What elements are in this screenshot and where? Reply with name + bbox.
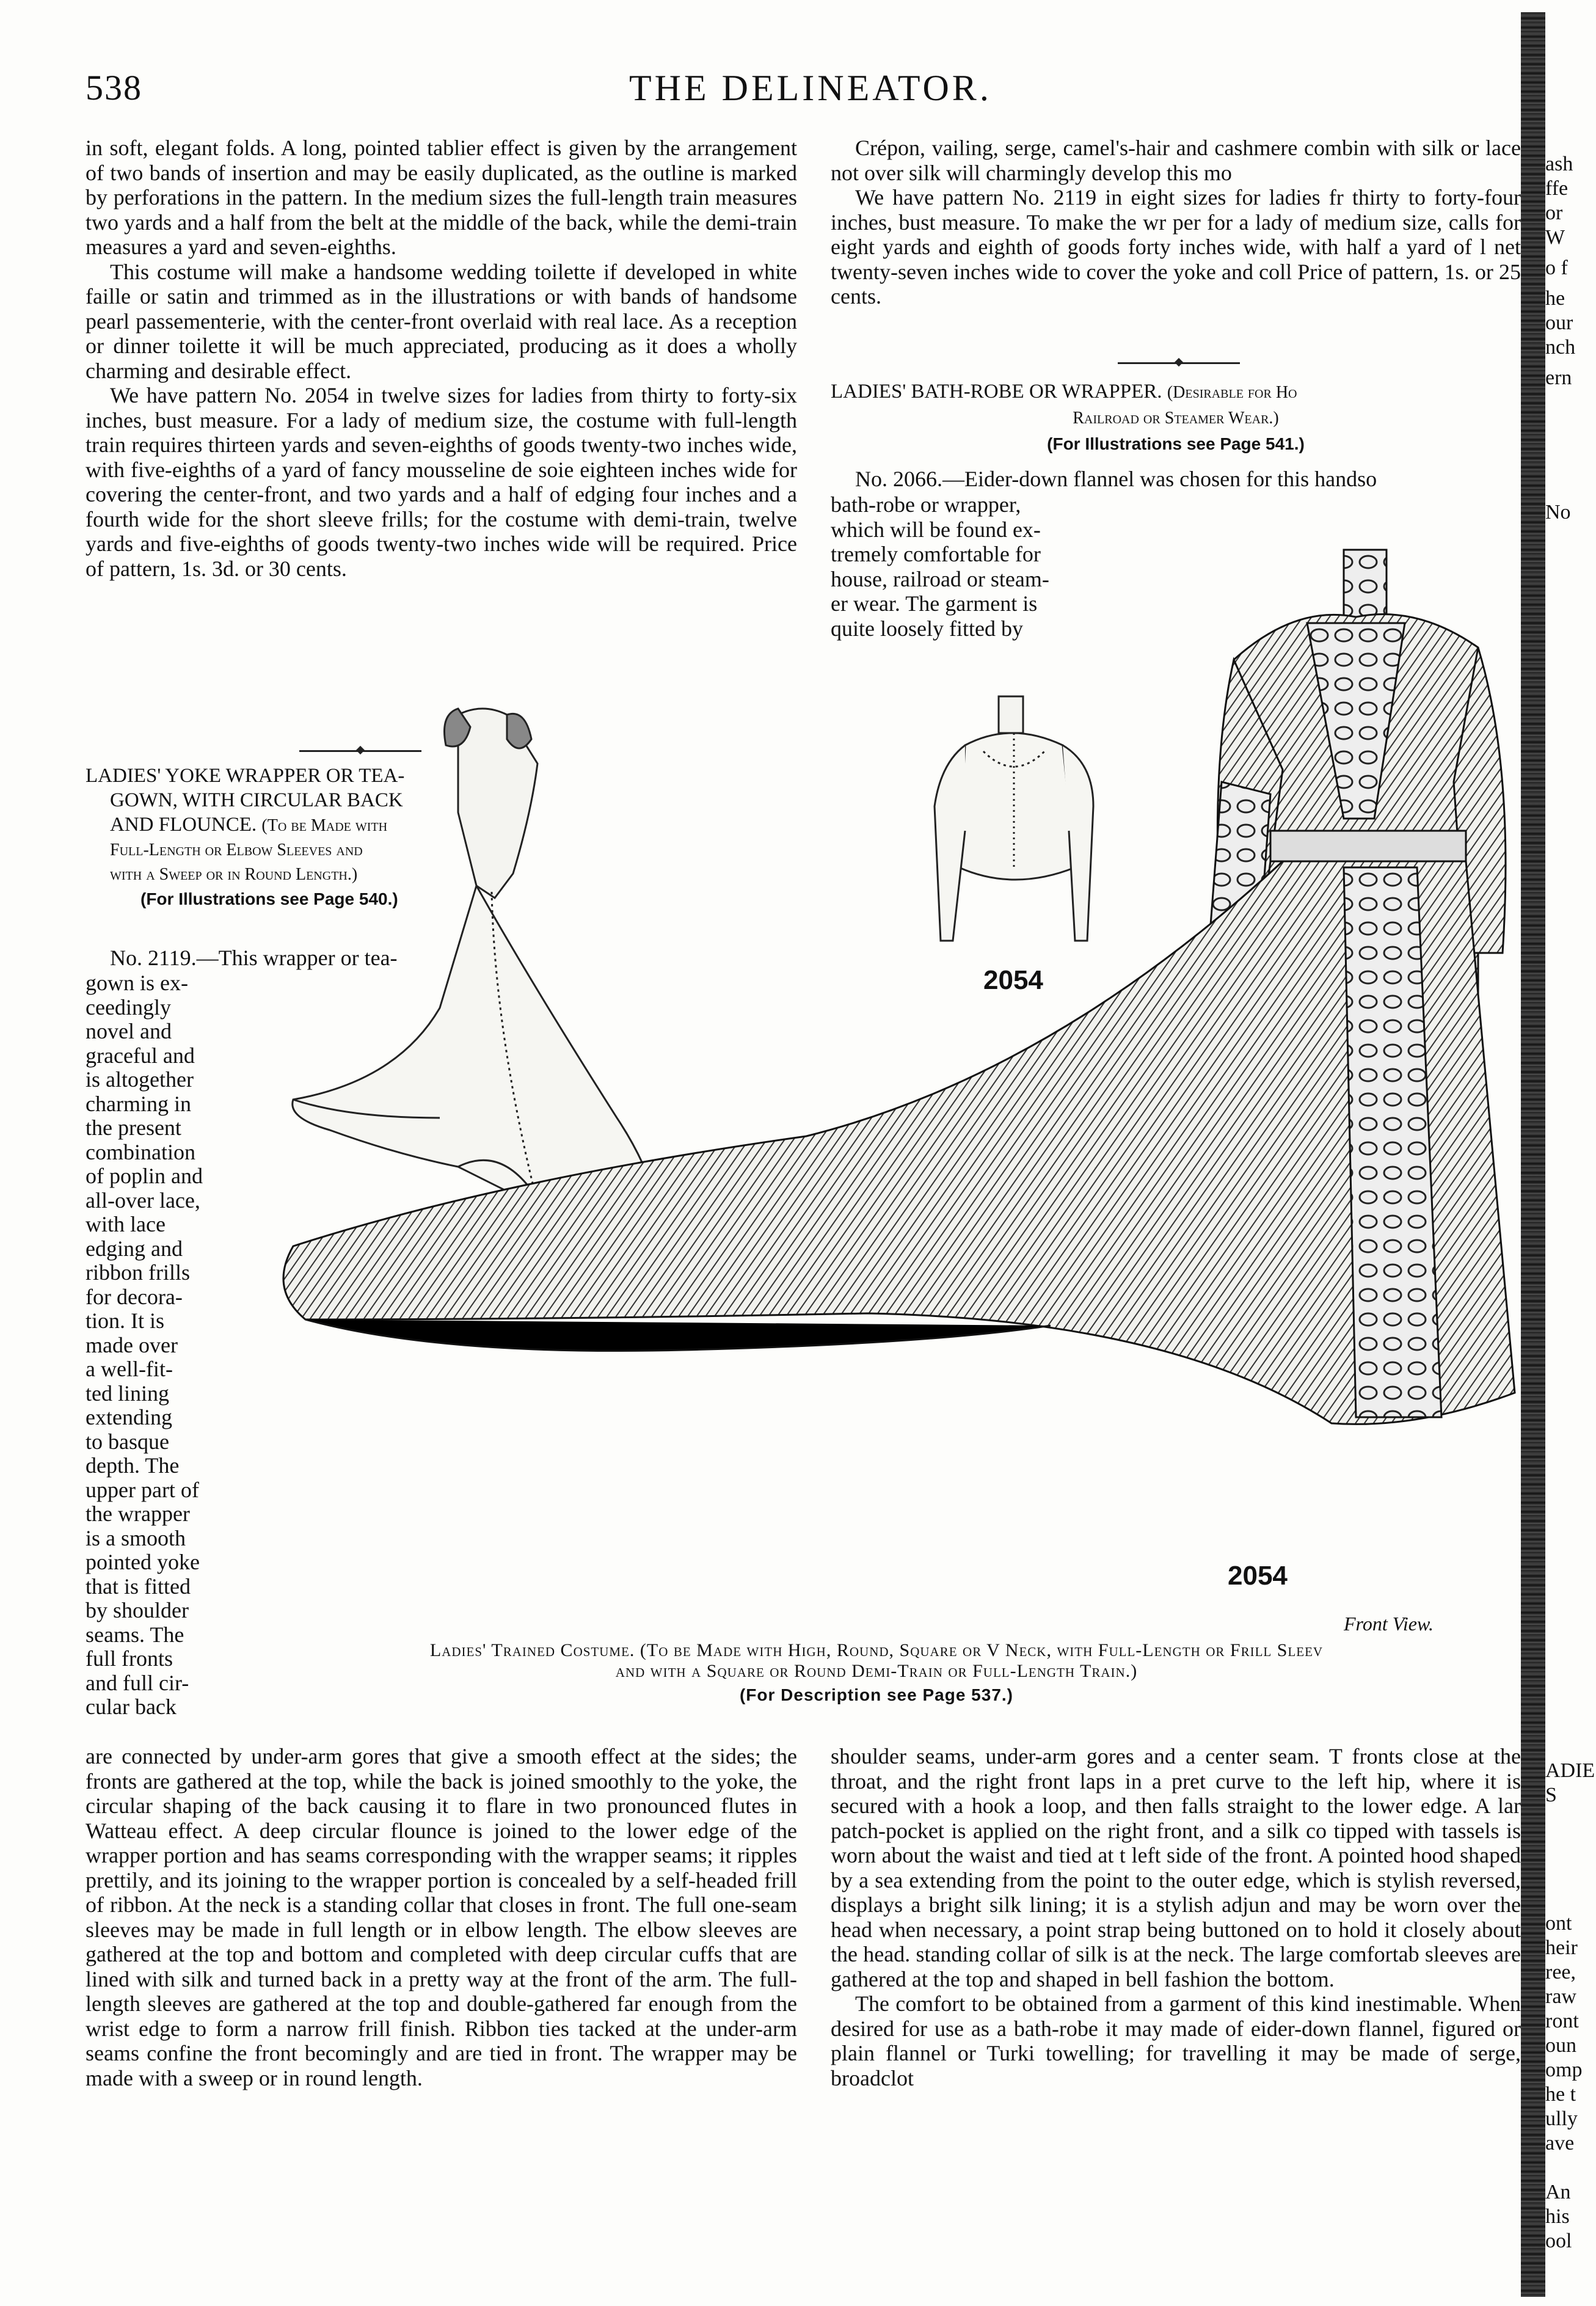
right-column-top xyxy=(831,136,1521,309)
paragraph: The comfort to be obtained from a garment of this kind inestimable. When desired for use as a bath-robe it may made of eider-down flannel, figured or plain flannel or Turki towelling; for travelling it may be made of serge, broadclot xyxy=(831,1991,1521,2090)
edge-fragment: or xyxy=(1545,202,1563,224)
text-line: to basque xyxy=(86,1429,169,1454)
paragraph: shoulder seams, under-arm gores and a center seam. T fronts close at the throat, and the right front laps in a pret curve to the left hip, where it is secured with a hook a loop, and then falls straight to the lower edge. A lar patch-pocket is applied on the right front, and a silk co tipped with tassels is worn about the waist and tied at t left side of the front. A pointed hood shaped by a sea extending from the point to the outer edge, which is stylish reversed, displays a bright silk lining; it is a stylish adjun and may be worn over the head when necessary, a point strap being buttoned on to hold it closely about the head. standing collar of silk is at the neck. The large comfortab sleeves are gathered at the top and shaped in bell fashion the bottom. xyxy=(831,1744,1521,1991)
edge-fragment: our xyxy=(1545,312,1573,334)
text-line: ted lining xyxy=(86,1381,169,1406)
text-line: a well-fit- xyxy=(86,1357,173,1381)
text-line: the present xyxy=(86,1115,181,1140)
text-line: and full cir- xyxy=(86,1670,189,1695)
heading-line: GOWN, WITH CIRCULAR BACK xyxy=(110,789,403,811)
edge-fragment: omp xyxy=(1545,2059,1583,2081)
trained-costume-illustration xyxy=(257,525,1527,1637)
text-line: all-over lace, xyxy=(86,1188,200,1213)
heading-text: LADIES' BATH-ROBE OR WRAPPER. xyxy=(831,381,1162,403)
text-line: by shoulder xyxy=(86,1598,189,1622)
bath-robe-heading xyxy=(831,379,1521,457)
heading-line: Railroad or Steamer Wear.) xyxy=(1073,409,1279,428)
paragraph: Crépon, vailing, serge, camel's-hair and cashmere combin with silk or lace not over silk will charmingly develop this mo xyxy=(831,136,1521,185)
text-line: upper part of xyxy=(86,1477,199,1502)
paragraph: This costume will make a handsome wedding toilette if developed in white faille or satin and trimmed as in the illustrations or with bands of handsome pearl passementerie, with the center-front overlaid with real lace. As a reception or dinner toilette it will be much appreciated, producing as it does a wholly charming and desirable effect. xyxy=(86,259,797,383)
edge-fragment: ool xyxy=(1545,2230,1572,2252)
edge-fragment: o f xyxy=(1545,257,1568,279)
text-line: is altogether xyxy=(86,1067,194,1092)
bath-robe-intro: No. 2066.—Eider-down flannel was chosen for this handso xyxy=(855,467,1377,491)
heading-text: AND FLOUNCE. xyxy=(110,814,257,836)
heading-line xyxy=(831,379,1521,406)
edge-fragment: he t xyxy=(1545,2083,1576,2106)
figure-label: 2054 xyxy=(1228,1561,1288,1591)
yoke-wrapper-narrow xyxy=(86,971,232,1720)
text-line: full fronts xyxy=(86,1646,173,1671)
text-line: tremely comfortable for xyxy=(831,542,1041,566)
text-line: pointed yoke xyxy=(86,1550,200,1574)
edge-fragment: heir xyxy=(1545,1936,1578,1959)
edge-fragment: ont xyxy=(1545,1912,1572,1935)
text-line: that is fitted xyxy=(86,1574,191,1599)
paragraph: We have pattern No. 2119 in eight sizes for ladies fr thirty to forty-four inches, bust measure. To make the wr per for a lady of medium size, calls for eight yards and eighth of goods forty inches wide, with half a yard of l net twenty-seven inches wide to cover the yoke and coll Price of pattern, 1s. or 25 cents. xyxy=(831,185,1521,308)
text-line: bath-robe or wrapper, xyxy=(831,492,1021,517)
edge-fragment: nch xyxy=(1545,336,1576,359)
figure-label: 2054 xyxy=(983,965,1043,995)
bath-robe-body xyxy=(831,1744,1521,2090)
edge-fragment: No xyxy=(1545,501,1571,524)
text-line: quite loosely fitted by xyxy=(831,616,1023,641)
text-line: extending xyxy=(86,1405,172,1429)
text-line: which will be found ex- xyxy=(831,517,1041,542)
text-line: house, railroad or steam- xyxy=(831,566,1049,591)
caption-line: and with a Square or Round Demi-Train or Full-Length Train.) xyxy=(615,1661,1138,1681)
page-edge-strip xyxy=(1521,12,1545,2297)
heading-line: Full-Length or Elbow Sleeves and xyxy=(110,841,363,859)
figure-caption xyxy=(232,1640,1521,1705)
text-line: graceful and xyxy=(86,1043,195,1068)
see-reference: (For Illustrations see Page 540.) xyxy=(140,889,398,908)
text-line: with lace xyxy=(86,1212,166,1236)
text-line: ceedingly xyxy=(86,994,171,1020)
edge-fragment: oun xyxy=(1545,2034,1576,2057)
edge-fragment: raw xyxy=(1545,1985,1576,2008)
text-line: novel and xyxy=(86,1019,172,1043)
text-line: gown is ex- xyxy=(86,971,188,995)
paragraph: in soft, elegant folds. A long, pointed tablier effect is given by the arrangement of two bands of insertion and may be easily duplicated, as the outline is marked by perforations in the pattern. In the medium sizes the full-length train measures two yards and a half from the belt at the middle of the back, while the demi-train measures a yard and seven-eighths. xyxy=(86,136,797,259)
yoke-wrapper-body: are connected by under-arm gores that give a smooth effect at the sides; the fronts are gathered at the top, while the back is joined smoothly to the yoke, the circular shaping of the back causing it to flare in two pronounced flutes in Watteau effect. A deep circular flounce is joined to the lower edge of the wrapper portion and has seams corresponding with the wrapper seams; it ripples prettily, and its joining to the wrapper portion is concealed by a self-headed frill of ribbon. At the neck is a standing collar that closes in front. The full one-seam sleeves may be made in full length or in elbow length. The elbow sleeves are gathered at the top and bottom and completed with deep circular cuffs that are lined with silk and turned back in a pretty way at the front of the arm. The full-length sleeves are gathered at the top and double-gathered far enough from the wrist edge to form a narrow frill finish. Ribbon ties tacked at the under-arm seams confine the front becomingly and are tied in front. The wrapper may be made with a sweep or in round length. xyxy=(86,1744,797,2090)
text-line: is a smooth xyxy=(86,1525,186,1550)
text-line: cular back xyxy=(86,1695,177,1719)
text-line: ribbon frills xyxy=(86,1260,190,1285)
text-line: for decora- xyxy=(86,1284,183,1309)
edge-fragment: ash xyxy=(1545,153,1573,175)
heading-sub: (Desirable for Ho xyxy=(1167,383,1297,402)
see-reference: (For Illustrations see Page 541.) xyxy=(1047,434,1305,453)
next-page-edge xyxy=(1545,0,1596,2306)
heading-line: LADIES' YOKE WRAPPER OR TEA- xyxy=(86,765,405,787)
text-line: charming in xyxy=(86,1091,191,1116)
section-divider xyxy=(1118,362,1240,364)
edge-fragment: ADIE xyxy=(1545,1759,1595,1782)
paragraph: We have pattern No. 2054 in twelve sizes for ladies from thirty to forty-six inches, bust measure. For a lady of medium size, the costume with full-length train requires thirteen yards and seven-eighths of goods twenty-two inches wide, with five-eighths of a yard of fancy mousseline de soie eighteen inches wide for covering the center-front, and two yards and a half of edging four inches and a fourth wide for the short sleeve frills; for the costume with demi-train, twelve yards and five-eighths of goods twenty-two inches wide will be required. Price of pattern, 1s. 3d. or 30 cents. xyxy=(86,383,797,581)
text-line: of poplin and xyxy=(86,1164,203,1188)
text-line: made over xyxy=(86,1332,178,1357)
edge-fragment: An xyxy=(1545,2181,1571,2203)
edge-fragment: W xyxy=(1545,226,1565,249)
text-line: the wrapper xyxy=(86,1501,190,1526)
edge-fragment: his xyxy=(1545,2205,1570,2228)
figure-view-label: Front View. xyxy=(1344,1613,1434,1635)
edge-fragment: ern xyxy=(1545,367,1572,389)
caption-line: Ladies' Trained Costume. (To be Made with High, Round, Square or V Neck, with Full-Length or Frill Sleev xyxy=(429,1640,1324,1660)
edge-fragment: ront xyxy=(1545,2010,1579,2032)
page-title: THE DELINEATOR. xyxy=(629,68,992,108)
left-column-top xyxy=(86,136,797,581)
text-line: combination xyxy=(86,1139,195,1164)
text-line: edging and xyxy=(86,1236,183,1261)
yoke-wrapper-intro: No. 2119.—This wrapper or tea- xyxy=(110,946,398,970)
text-line: depth. The xyxy=(86,1453,180,1478)
edge-fragment: ully xyxy=(1545,2107,1578,2130)
text-line: seams. The xyxy=(86,1622,184,1647)
page-number: 538 xyxy=(86,68,142,108)
see-reference: (For Description see Page 537.) xyxy=(739,1685,1014,1704)
text-line: er wear. The garment is xyxy=(831,591,1038,616)
edge-fragment: S xyxy=(1545,1784,1557,1806)
heading-line: with a Sweep or in Round Length.) xyxy=(110,865,358,884)
edge-fragment: ave xyxy=(1545,2132,1575,2155)
heading-sub: (To be Made with xyxy=(261,816,388,835)
edge-fragment: he xyxy=(1545,287,1565,310)
edge-fragment: ffe xyxy=(1545,177,1569,200)
text-line: tion. It is xyxy=(86,1308,165,1333)
edge-fragment: ree, xyxy=(1545,1961,1576,1983)
